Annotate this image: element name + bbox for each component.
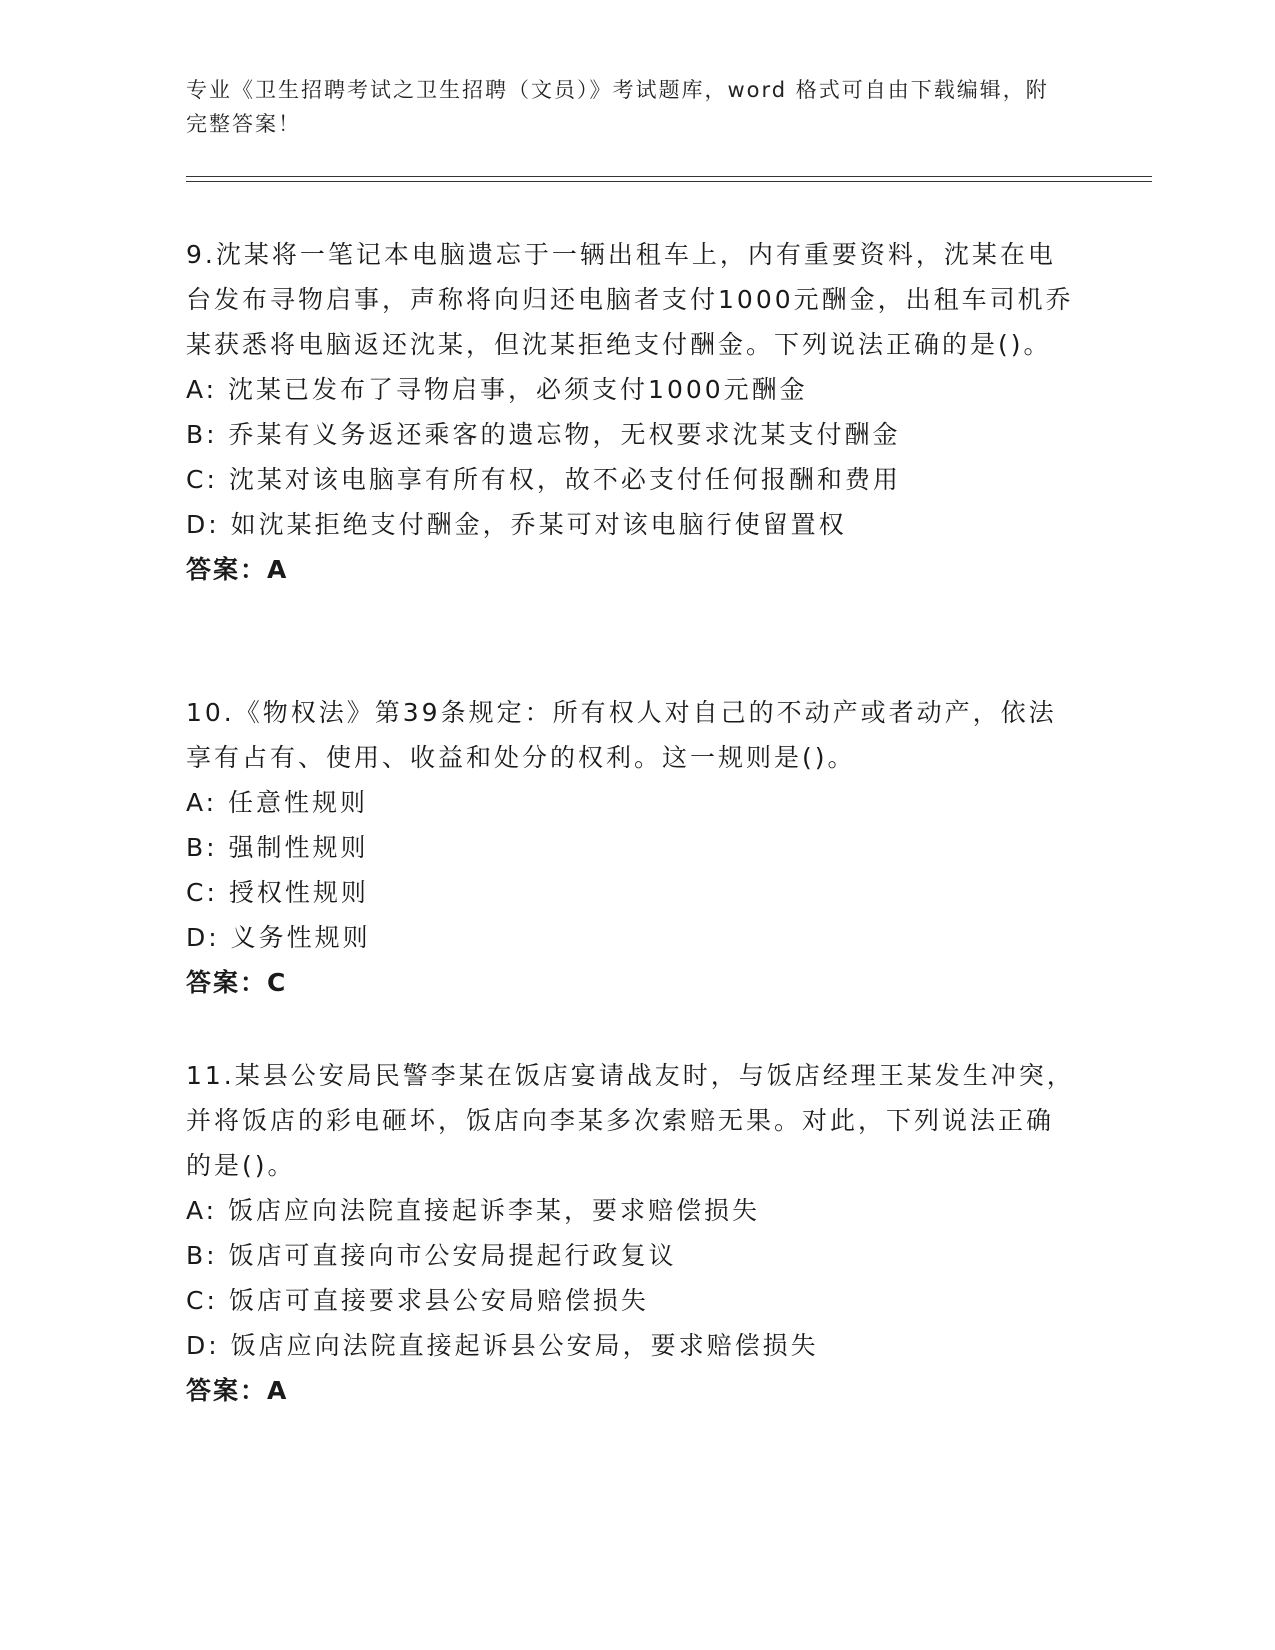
answer: 答案：A [186,555,289,584]
option-b: B: 乔某有义务返还乘客的遗忘物，无权要求沈某支付酬金 [186,420,901,449]
option-d: D: 饭店应向法院直接起诉县公安局，要求赔偿损失 [186,1331,819,1360]
option-d: D: 如沈某拒绝支付酬金，乔某可对该电脑行使留置权 [186,510,847,539]
option-c: C: 饭店可直接要求县公安局赔偿损失 [186,1286,649,1315]
header-divider-top [186,176,1152,177]
question-10 [186,690,1076,1005]
answer: 答案：C [186,968,288,997]
option-d: D: 义务性规则 [186,923,371,952]
question-stem: 11.某县公安局民警李某在饭店宴请战友时，与饭店经理王某发生冲突，并将饭店的彩电砸坏，饭店向李某多次索赔无果。对此，下列说法正确的是()。 [186,1061,1075,1180]
question-stem: 10.《物权法》第39条规定：所有权人对自己的不动产或者动产，依法享有占有、使用、收益和处分的权利。这一规则是()。 [186,698,1057,772]
answer: 答案：A [186,1376,289,1405]
option-a: A: 任意性规则 [186,788,369,817]
option-a: A: 饭店应向法院直接起诉李某，要求赔偿损失 [186,1196,761,1225]
option-c: C: 沈某对该电脑享有所有权，故不必支付任何报酬和费用 [186,465,901,494]
document-header: 专业《卫生招聘考试之卫生招聘（文员）》考试题库，word 格式可自由下载编辑，附完整答案！ [186,78,1049,136]
question-11 [186,1053,1076,1413]
option-c: C: 授权性规则 [186,878,369,907]
option-b: B: 强制性规则 [186,833,369,862]
question-9 [186,232,1076,592]
question-stem: 9.沈某将一笔记本电脑遗忘于一辆出租车上，内有重要资料，沈某在电台发布寻物启事，声称将向归还电脑者支付1000元酬金，出租车司机乔某获悉将电脑返还沈某，但沈某拒绝支付酬金。下列说法正确的是()。 [186,240,1074,359]
option-b: B: 饭店可直接向市公安局提起行政复议 [186,1241,677,1270]
header-divider-bottom [186,181,1152,182]
option-a: A: 沈某已发布了寻物启事，必须支付1000元酬金 [186,375,808,404]
